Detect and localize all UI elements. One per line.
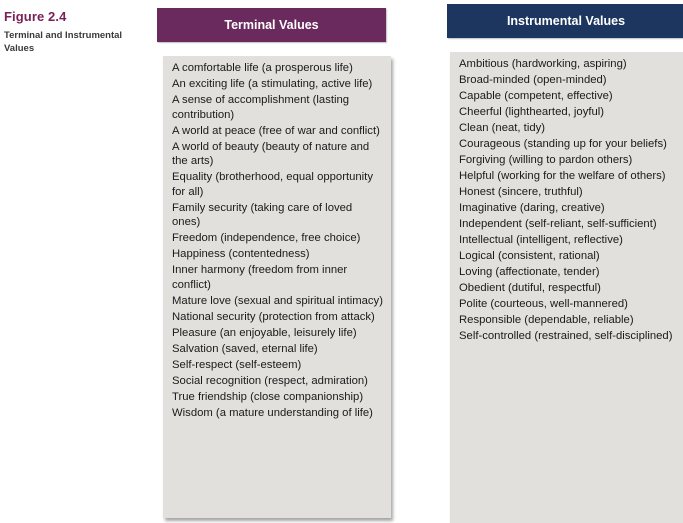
terminal-value-item: Equality (brotherhood, equal opportunity for all) [172,171,373,198]
terminal-value-item: A comfortable life (a prosperous life) [172,62,353,74]
terminal-value-item: A sense of accomplishment (lasting contribution) [172,93,350,121]
instrumental-value-item: Helpful (working for the welfare of others) [459,169,666,182]
figure-label: Figure 2.4 [4,9,67,24]
instrumental-value-item: Ambitious (hardworking, aspiring) [459,58,627,70]
instrumental-values-list [450,52,683,343]
instrumental-value-item: Imaginative (daring, creative) [459,201,605,214]
terminal-value-item: National security (protection from attack) [172,310,375,323]
instrumental-value-item: Honest (sincere, truthful) [459,185,583,198]
instrumental-value-item: Self-controlled (restrained, self-disciplined) [459,329,673,342]
instrumental-value-item: Polite (courteous, well-mannered) [459,297,628,310]
terminal-value-item: Family security (taking care of loved ones) [172,201,353,229]
instrumental-value-item: Clean (neat, tidy) [459,121,546,134]
instrumental-value-item: Forgiving (willing to pardon others) [459,153,633,166]
instrumental-value-item: Loving (affectionate, tender) [459,265,600,278]
instrumental-value-item: Obedient (dutiful, respectful) [459,281,601,294]
terminal-value-item: An exciting life (a stimulating, active life) [172,77,373,90]
instrumental-value-item: Cheerful (lighthearted, joyful) [459,105,605,118]
terminal-value-item: True friendship (close companionship) [172,390,364,403]
instrumental-value-item: Logical (consistent, rational) [459,249,600,262]
terminal-value-item: Inner harmony (freedom from inner conflict) [172,264,348,291]
figure-caption: Terminal and Instrumental Values [4,30,123,54]
terminal-value-item: Self-respect (self-esteem) [172,358,302,371]
terminal-value-item: Salvation (saved, eternal life) [172,342,318,355]
terminal-values-panel [163,56,391,518]
terminal-value-item: Wisdom (a mature understanding of life) [172,406,373,419]
terminal-value-item: Social recognition (respect, admiration) [172,374,368,387]
terminal-values-list [163,56,391,420]
terminal-value-item: A world at peace (free of war and conflict) [172,124,380,137]
instrumental-value-item: Intellectual (intelligent, reflective) [459,233,623,246]
instrumental-value-item: Responsible (dependable, reliable) [459,313,634,326]
terminal-value-item: Mature love (sexual and spiritual intimacy) [172,294,383,307]
instrumental-value-item: Independent (self-reliant, self-sufficient) [459,217,657,230]
instrumental-values-header: Instrumental Values [447,4,683,38]
terminal-values-header: Terminal Values [157,8,386,42]
instrumental-value-item: Broad-minded (open-minded) [459,73,607,86]
terminal-value-item: Freedom (independence, free choice) [172,232,361,245]
terminal-value-item: Happiness (contentedness) [172,248,310,261]
instrumental-values-panel [450,52,683,523]
instrumental-value-item: Capable (competent, effective) [459,89,613,102]
terminal-value-item: Pleasure (an enjoyable, leisurely life) [172,326,357,339]
instrumental-value-item: Courageous (standing up for your beliefs) [459,137,667,150]
terminal-value-item: A world of beauty (beauty of nature and the arts) [172,140,370,168]
